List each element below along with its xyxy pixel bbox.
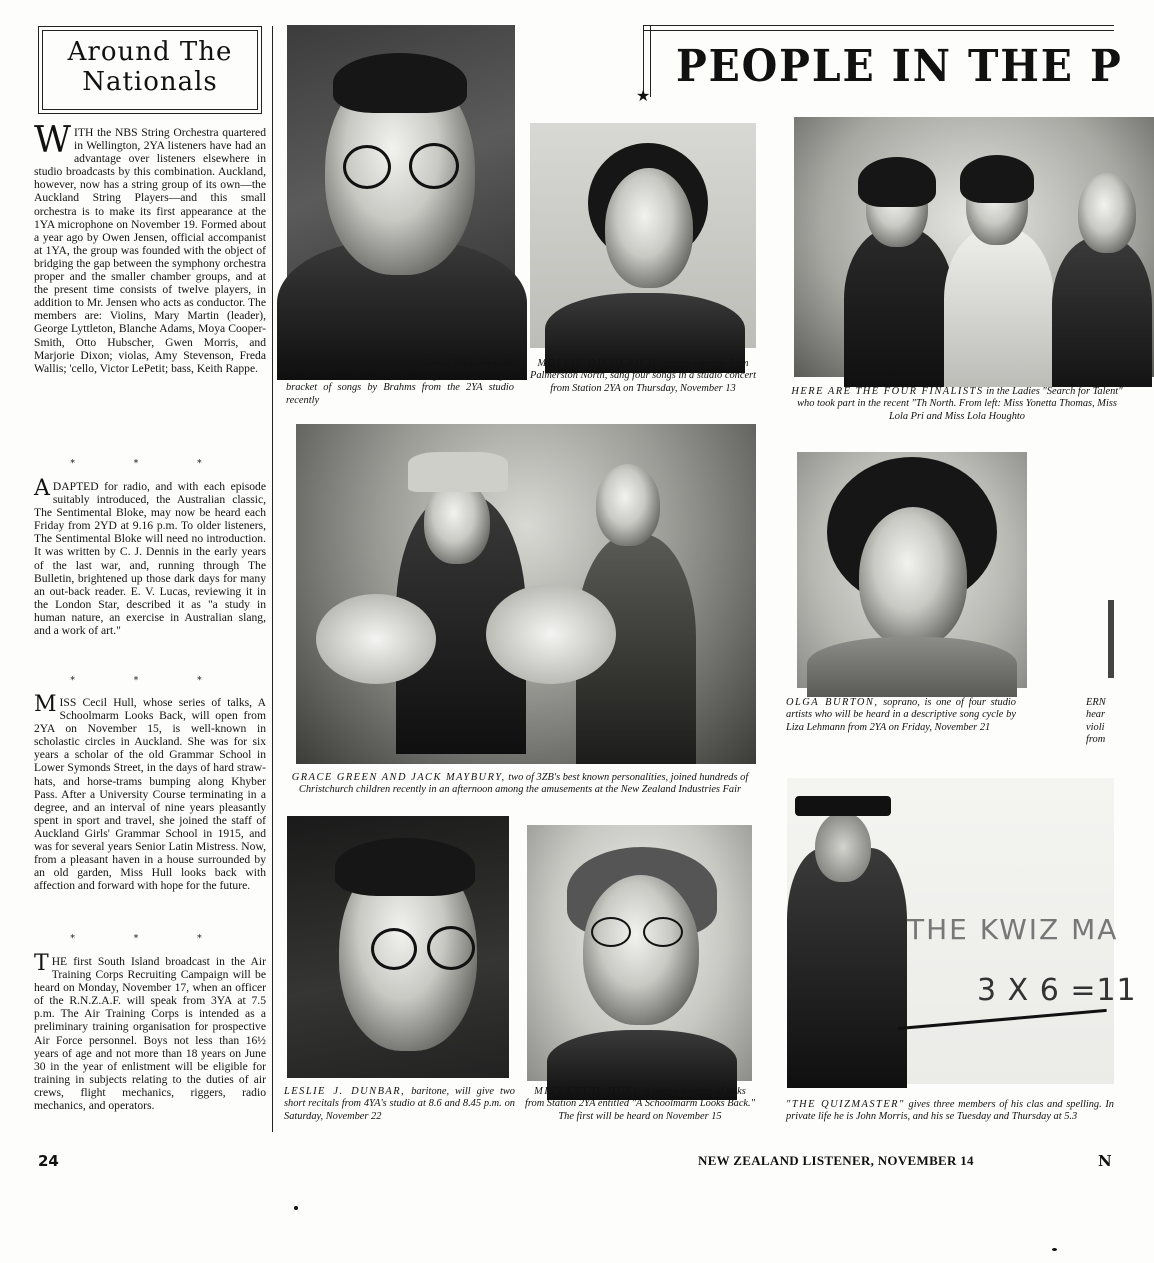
caption-name: OLGA BURTON, — [786, 697, 879, 708]
speck — [1052, 1248, 1057, 1251]
footer-fragment: N — [1098, 1152, 1112, 1170]
caption-fragment-ern — [1086, 697, 1116, 747]
photo-credit: Spencer Digby photograph — [424, 358, 513, 367]
photo-fragment-ern — [1108, 600, 1114, 678]
photo-mollie-diederich — [530, 123, 756, 348]
caption-text: in the Ladies "Search for Talent" who took part in the recent "Th North. From left: Miss Yonetta Thomas, Miss Lola Pri and Miss Lola Houghto — [797, 386, 1123, 422]
caption-leslie-dunbar — [284, 1086, 515, 1123]
star-icon: ★ — [636, 86, 651, 105]
dropcap: A — [34, 476, 50, 501]
caption-olga-burton — [786, 697, 1016, 734]
caption-name: LESLIE J. DUNBAR, — [284, 1086, 406, 1097]
column-title-line1: Around The — [67, 37, 233, 67]
item-text: DAPTED for radio, and with each episode suitably introduced, the Australian classic, The Sentimental Bloke, may now be heard each Friday from 2YD at 9.16 p.m. To older listeners, The Sentimental Bloke will need no introduction. It was written by C. J. Dennis in the early years of the last war, and, running through The Bulletin, brightened up those dark days for many an out-back reader. E. V. Lucas, reviewing it in the London Star, described it as "a study in human nature, an exercise in Australian slang, and a work of art." — [34, 480, 266, 638]
quiz-board-line1: THE KWIZ MA — [907, 913, 1119, 946]
caption-name: OWEN BONIFANT, — [286, 370, 392, 381]
caption-text: is giving a series of talks from Station 2YA entitled "A Schoolmarm Looks Back." The first will be heard on November 15 — [524, 1086, 756, 1122]
separator-stars: * * * — [70, 676, 230, 686]
photo-merry-go-round — [296, 424, 756, 764]
item-text: ITH the NBS String Orchestra quartered in Wellington, 2YA listeners have had an advantage over listeners elsewhere in studio broadcasts by this combination. Auckland, however, now has a string group of its own—the Auckland String Players—and this small orchestra is to make its first appearance at the 1YA microphone on November 19. Formed about a year ago by Owen Jensen, official accompanist at 1YA, the group was founded with the object of bridging the gap between the symphony orchestra proper and the smaller chamber groups, and at the present time consists of twelve players, in addition to Mr. Jensen who acts as conductor. The members are: Violins, Mary Martin (leader), George Lyttleton, Blanche Adams, Moya Cooper-Smith, Otto Hubscher, Gwen Morris, and Marjorie Dixon; violas, Amy Stevenson, Freda Wallis; 'cello, Victor LePetit; bass, Keith Rappe. — [34, 126, 266, 375]
column-title — [39, 37, 261, 97]
caption-text: two of 3ZB's best known personalities, joined hundreds of Christchurch children recently in an afternoon among the amusements at the New Zealand Industries Fair — [298, 772, 749, 796]
separator-stars: * * * — [70, 934, 230, 944]
photo-owen-bonifant — [287, 25, 515, 355]
caption-miss-cecil-hull — [524, 1086, 756, 1123]
caption-text: mezzo-soprano from Palmerston North, sang four songs in a studio concert from Station 2YA on Thursday, November 13 — [529, 358, 756, 394]
caption-owen-bonifant — [286, 370, 514, 407]
header-frame-top — [643, 25, 1114, 31]
masthead-footer: NEW ZEALAND LISTENER, NOVEMBER 14 — [698, 1153, 974, 1168]
caption-text: gives three members of his clas and spelling. In private life he is John Morris, and his se Tuesday and Thursday at 5.3 — [786, 1099, 1115, 1123]
dropcap: W — [34, 120, 72, 161]
item-text: HE first South Island broadcast in the Air Training Corps Recruiting Campaign will be heard on Monday, November 17, when an officer of the R.N.Z.A.F. will speak from 3YA at 7.5 p.m. The Air Training Corps is intended as a preliminary training organisation for prospective Air Force personnel. Boys not less than 16½ years of age and not more than 18 years on June 30 in the year of enlistment will be eligible for training in subjects relating to the duties of air crews, flight mechanics, riggers, radio mechanics, and operators. — [34, 955, 266, 1113]
item-text: ISS Cecil Hull, whose series of talks, A Schoolmarm Looks Back, will open from 2YA on November 15, is well-known in scholastic circles in Auckland. She was for six years a scholar of the old Grammar School in Lower Symonds Street, in the days of hard straw-hats, and horse-trams bumping along Khyber Pass. After a University Course terminating in a degree, and an interval of nine years pleasantly spent in sport and travel, she joined the staff of Auckland Girls' Grammar School in 1915, and was for several years Senior Latin Mistress. Now, from a pleasant haven in a house surrounded by an old garden, Miss Hull looks back with affection and forward with hope for the future. — [34, 696, 266, 893]
item-cecil-hull — [34, 692, 266, 893]
dropcap: M — [34, 692, 57, 717]
item-air-training — [34, 951, 266, 1113]
caption-name: MOLLIE DIEDERICH, — [537, 358, 662, 369]
photo-quizmaster — [787, 778, 1137, 1084]
caption-merry-go-round — [286, 772, 754, 797]
column-title-line2: Nationals — [82, 67, 218, 97]
dropcap: T — [34, 951, 49, 976]
caption-text: violi — [1086, 721, 1105, 733]
caption-name: GRACE GREEN AND JACK MAYBURY, — [291, 772, 506, 783]
page-title: PEOPLE IN THE P — [676, 41, 1123, 92]
photo-miss-cecil-hull — [527, 825, 752, 1081]
speck — [294, 1206, 298, 1210]
caption-quizmaster — [786, 1099, 1114, 1124]
photo-olga-burton — [797, 452, 1027, 688]
quiz-board-line2: 3 X 6 =11 — [977, 973, 1137, 1008]
caption-four-finalists — [787, 386, 1127, 423]
item-string-players — [34, 120, 266, 375]
caption-text: a Wellington tenor, sang a bracket of songs by Brahms from the 2YA studio recently — [286, 370, 514, 406]
separator-stars: * * * — [70, 459, 230, 469]
caption-name: HERE ARE THE FOUR FINALISTS — [791, 386, 984, 397]
caption-mollie-diederich — [527, 358, 759, 395]
photo-four-finalists — [794, 117, 1154, 377]
caption-text: from — [1086, 734, 1106, 746]
item-sentimental-bloke — [34, 476, 266, 638]
caption-name: MISS CECIL HULL — [534, 1086, 641, 1097]
caption-text: hear — [1086, 709, 1106, 721]
caption-text: soprano, is one of four studio artists who will be heard in a descriptive song cycle by Liza Lehmann from 2YA on Friday, November 21 — [786, 697, 1016, 733]
page-number: 24 — [38, 1152, 59, 1170]
column-rule — [272, 26, 273, 1132]
photo-leslie-dunbar — [287, 816, 509, 1078]
caption-text: baritone, will give two short recitals from 4YA's studio at 8.6 and 8.45 p.m. on Saturday, November 22 — [284, 1086, 515, 1122]
caption-name: ERN — [1086, 697, 1106, 708]
column-title-box — [38, 26, 262, 114]
caption-name: "THE QUIZMASTER" — [786, 1099, 905, 1110]
